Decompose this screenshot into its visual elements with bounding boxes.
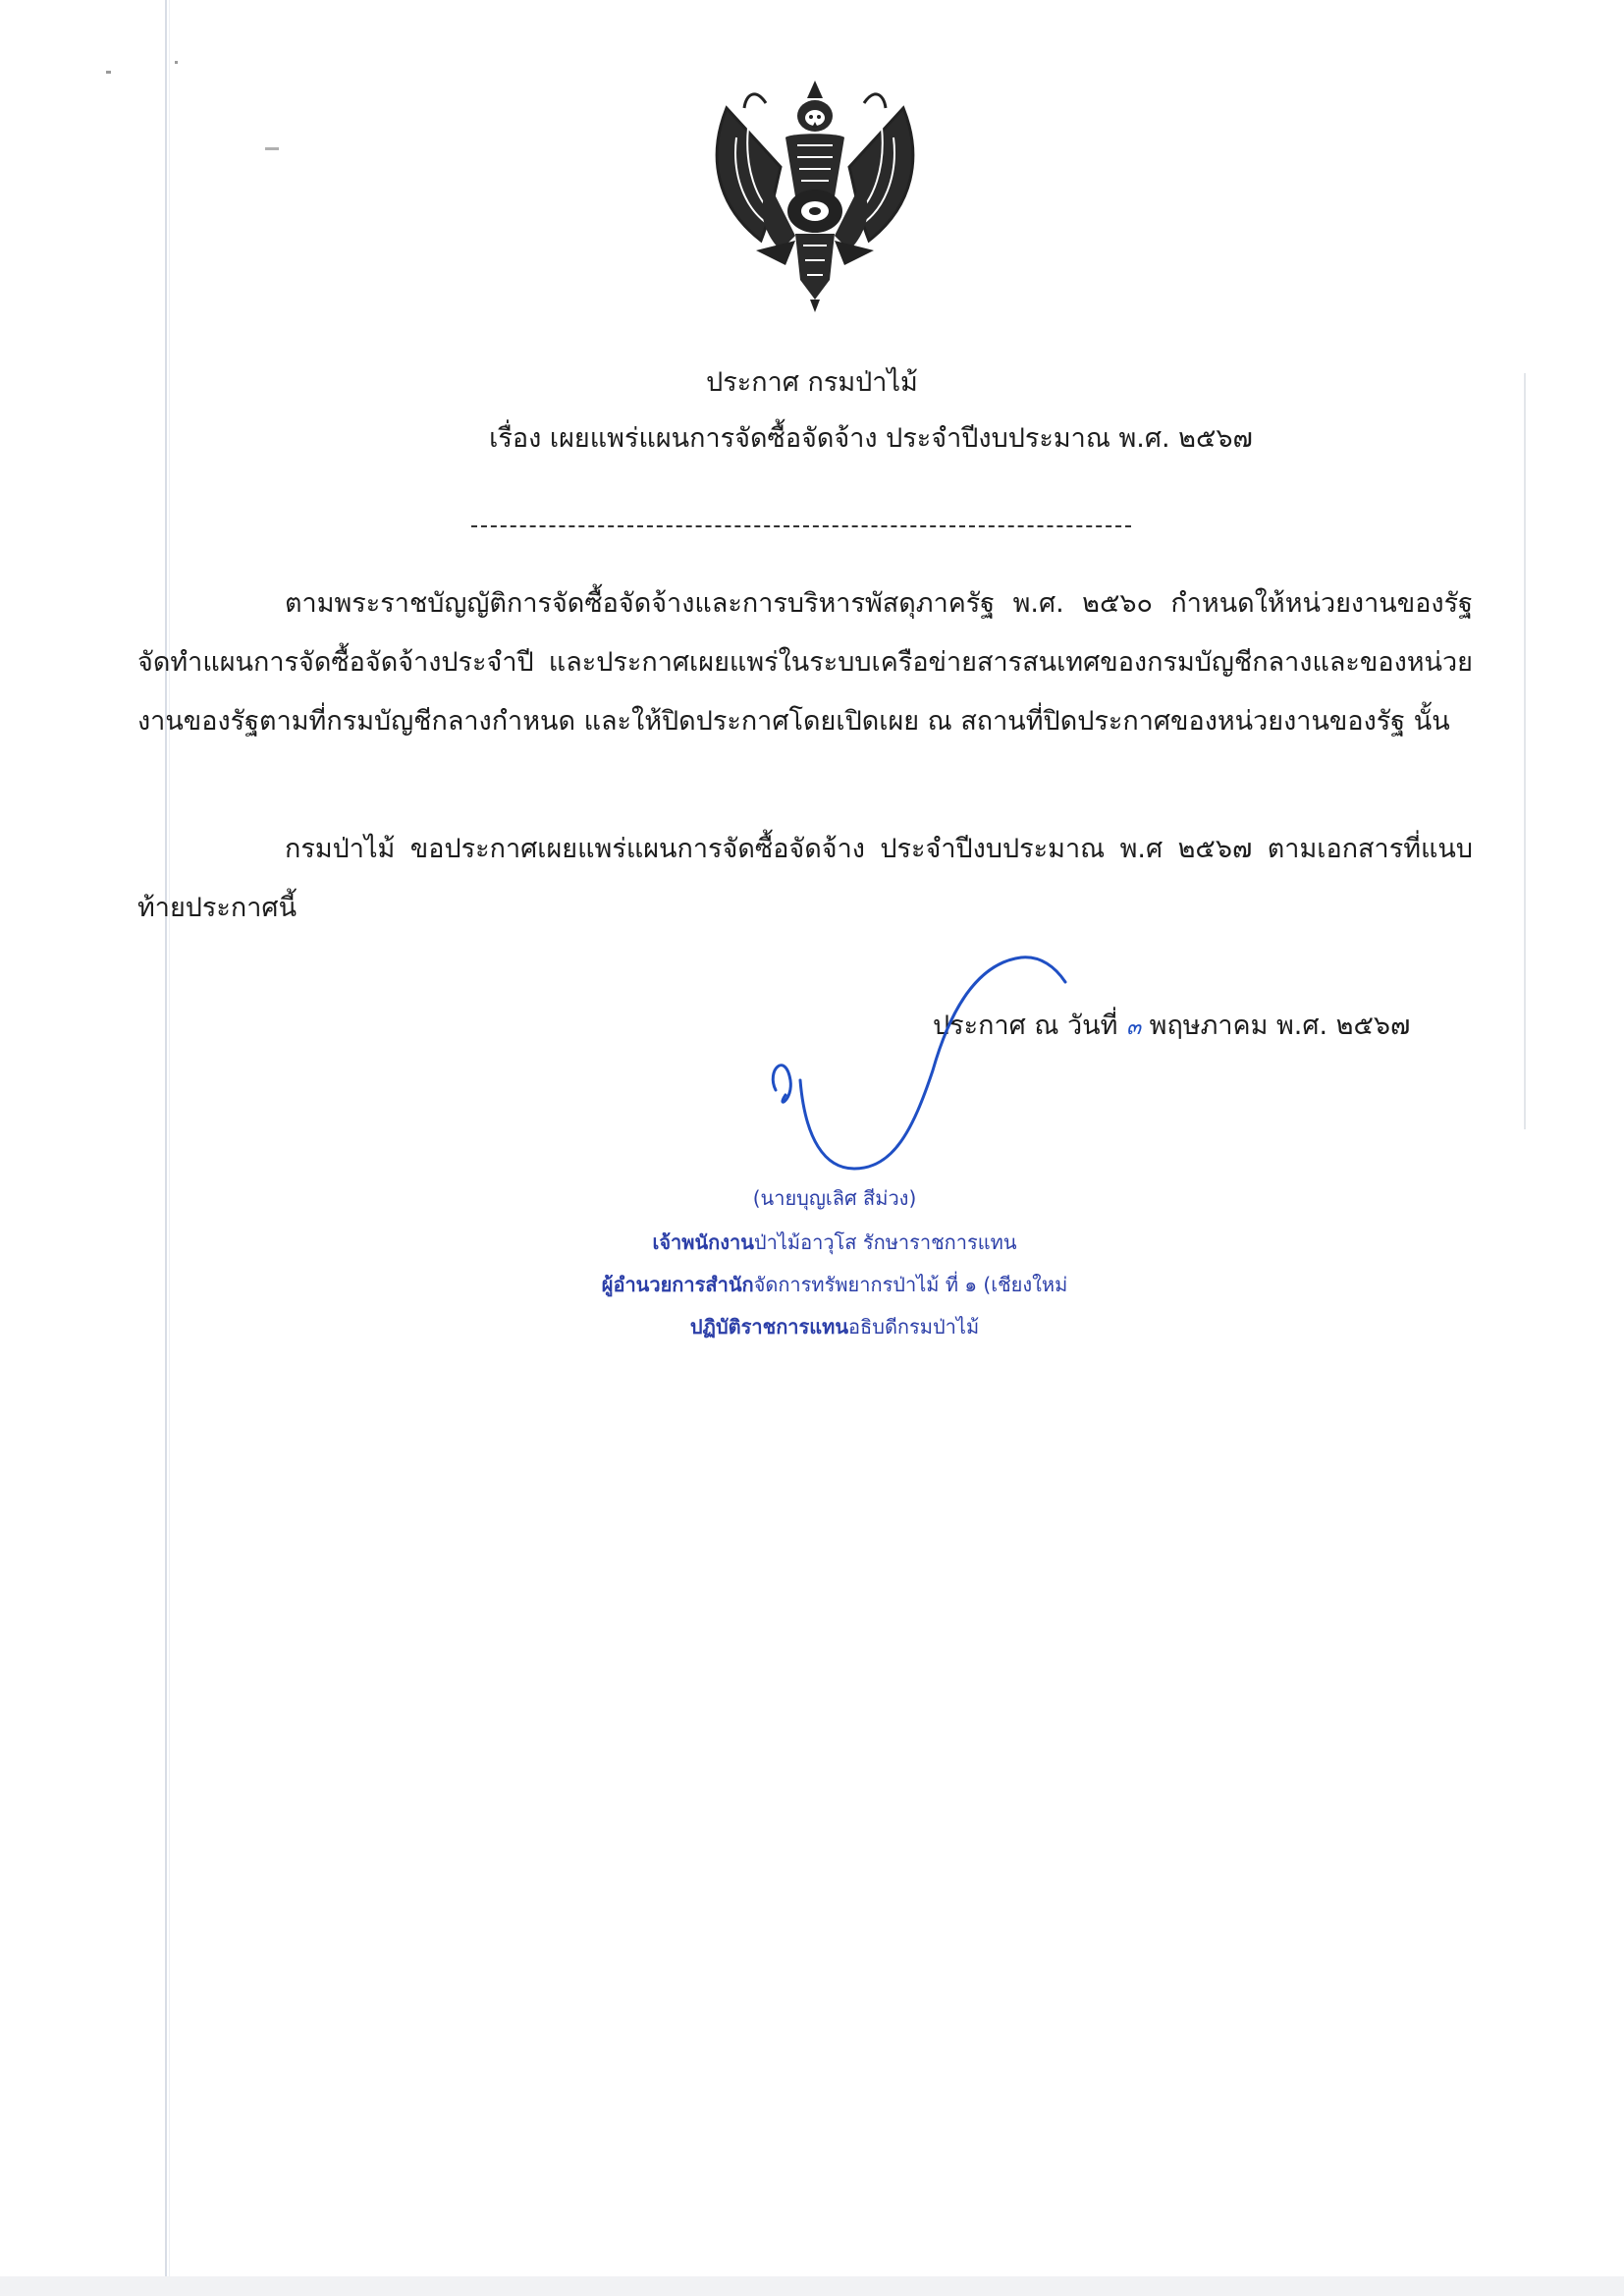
announcement-title: ประกาศ กรมป่าไม้ (706, 367, 918, 398)
scan-speck (106, 71, 111, 74)
signatory-position-2 (491, 1270, 1178, 1299)
scan-speck (175, 61, 178, 64)
body-paragraph-2: กรมป่าไม้ ขอประกาศเผยแพร่แผนการจัดซื้อจัดจ้าง ประจำปีงบประมาณ พ.ศ ๒๕๖๗ ตามเอกสารที่แนบท้ายประกาศนี้ (137, 834, 1473, 923)
scan-bottom-edge (0, 2276, 1624, 2296)
signatory-position-3-detail: อธิบดีกรมป่าไม้ (848, 1315, 980, 1339)
handwritten-day: ๓ (1126, 1015, 1142, 1040)
date-prefix: ประกาศ ณ วันที่ (933, 1011, 1118, 1041)
signatory-position-2-title: ผู้อำนวยการสำนัก (601, 1273, 754, 1296)
signatory-position-1-title: เจ้าพนักงาน (652, 1230, 754, 1254)
announcement-subject: เรื่อง เผยแพร่แผนการจัดซื้อจัดจ้าง ประจำปีงบประมาณ พ.ศ. ๒๕๖๗ (489, 423, 1253, 454)
handwritten-signature (746, 943, 1142, 1198)
scan-speck (265, 147, 279, 150)
signatory-position-1 (491, 1228, 1178, 1257)
signatory-position-1-detail: ป่าไม้อาวุโส รักษาราชการแทน (753, 1230, 1017, 1254)
signatory-position-3-title: ปฏิบัติราชการแทน (689, 1315, 849, 1339)
garuda-emblem-icon (687, 69, 943, 314)
body-paragraph-1: ตามพระราชบัญญัติการจัดซื้อจัดจ้างและการบริหารพัสดุภาครัฐ พ.ศ. ๒๕๖๐ กำหนดให้หน่วยงานของรัฐจัดทำแผนการจัดซื้อจัดจ้างประจำปี และประกาศเผยแพร่ในระบบเครือข่ายสารสนเทศของกรมบัญชีกลางและของหน่วยงานของรัฐตามที่กรมบัญชีกลางกำหนด และให้ปิดประกาศโดยเปิดเผย ณ สถานที่ปิดประกาศของหน่วยงานของรัฐ นั้น (137, 588, 1473, 737)
date-month-year: พฤษภาคม พ.ศ. ๒๕๖๗ (1149, 1011, 1411, 1041)
section-divider (471, 525, 1131, 527)
scan-margin-line (165, 0, 167, 2296)
scan-right-edge (1524, 373, 1526, 1129)
scan-margin-line-secondary (169, 0, 170, 2296)
signatory-position-2-detail: จัดการทรัพยากรป่าไม้ ที่ ๑ (เชียงใหม่ (753, 1273, 1068, 1296)
signatory-name: (นายบุญเลิศ สีม่วง) (752, 1186, 917, 1210)
signatory-position-3 (491, 1312, 1178, 1341)
